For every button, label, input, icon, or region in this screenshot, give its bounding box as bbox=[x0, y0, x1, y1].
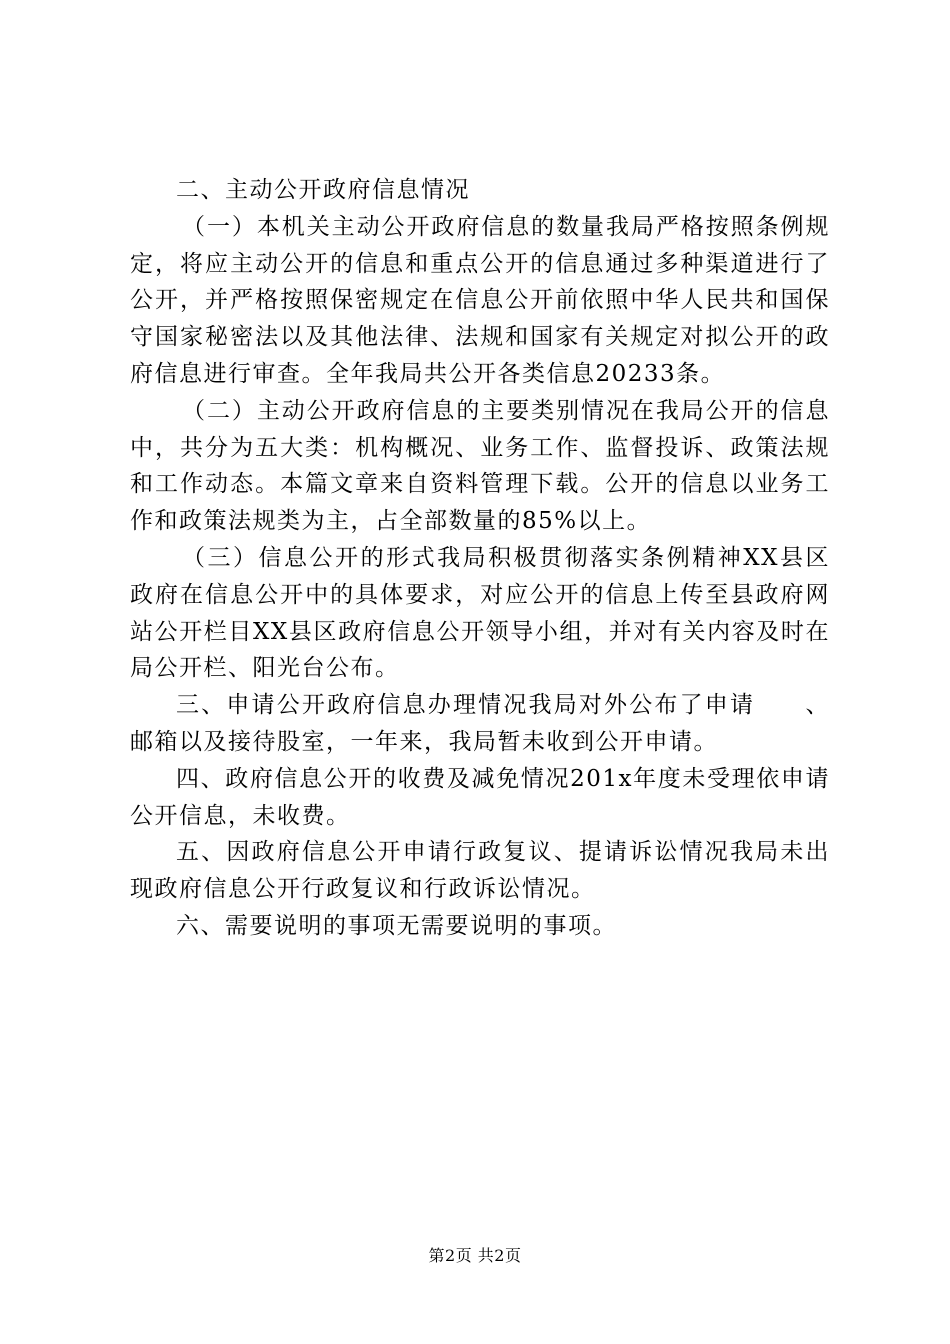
paragraph-2-2: （二）主动公开政府信息的主要类别情况在我局公开的信息中，共分为五大类：机构概况、业务工作、监督投诉、政策法规和工作动态。本篇文章来自资料管理下载。公开的信息以业务工作和政策法规类为主，占全部数量的85%以上。 bbox=[130, 397, 830, 535]
section-heading-2: 二、主动公开政府信息情况 bbox=[176, 177, 470, 203]
paragraph-2-1: （一）本机关主动公开政府信息的数量我局严格按照条例规定，将应主动公开的信息和重点公开的信息通过多种渠道进行了公开，并严格按照保密规定在信息公开前依照中华人民共和国保守国家秘密法以及其他法律、法规和国家有关规定对拟公开的政府信息进行审查。全年我局共公开各类信息20233条。 bbox=[130, 213, 830, 387]
paragraph-6: 六、需要说明的事项无需要说明的事项。 bbox=[176, 912, 617, 939]
paragraph-2-3: （三）信息公开的形式我局积极贯彻落实条例精神XX县区政府在信息公开中的具体要求，对应公开的信息上传至县政府网站公开栏目XX县区政府信息公开领导小组，并对有关内容及时在局公开栏、阳光台公布。 bbox=[130, 544, 830, 682]
paragraph-3: 三、申请公开政府信息办理情况我局对外公布了申请 、邮箱以及接待股室，一年来，我局暂未收到公开申请。 bbox=[130, 692, 830, 755]
document-body bbox=[130, 172, 830, 945]
page-number-footer: 第2页 共2页 bbox=[428, 1246, 522, 1265]
paragraph-4: 四、政府信息公开的收费及减免情况201x年度未受理依申请公开信息，未收费。 bbox=[130, 765, 830, 829]
paragraph-5: 五、因政府信息公开申请行政复议、提请诉讼情况我局未出现政府信息公开行政复议和行政诉讼情况。 bbox=[130, 839, 830, 903]
